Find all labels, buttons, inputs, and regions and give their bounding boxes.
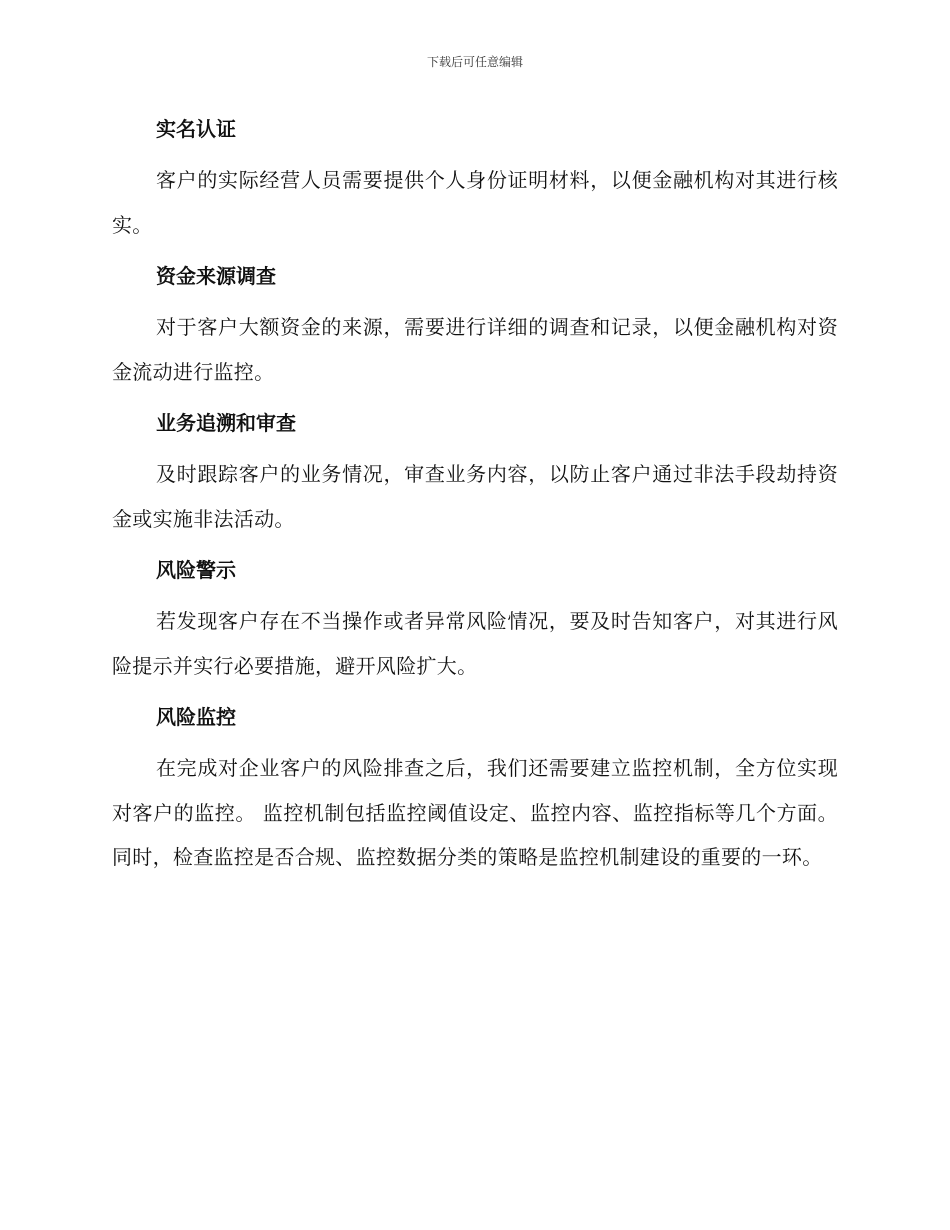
section-paragraph: 在完成对企业客户的风险排查之后，我们还需要建立监控机制，全方位实现对客户的监控。 监控机制包括监控阈值设定、监控内容、监控指标等几个方面。同时，检查监控是否合规、监控数据分类的策略是监控机制建设的重要的一环。: [112, 756, 838, 869]
section-fund-source-investigation: [112, 257, 838, 394]
section-heading: 实名认证: [156, 117, 236, 141]
section-risk-warning: [112, 551, 838, 688]
section-heading: 风险监控: [156, 705, 236, 729]
section-risk-monitoring: [112, 698, 838, 880]
section-heading: 风险警示: [156, 558, 236, 582]
page-header: 下载后可任意编辑: [426, 55, 523, 69]
section-heading: 业务追溯和审查: [156, 411, 296, 435]
section-paragraph: 及时跟踪客户的业务情况，审查业务内容，以防止客户通过非法手段劫持资金或实施非法活动。: [112, 462, 838, 531]
section-business-trace-review: [112, 404, 838, 541]
section-paragraph: 客户的实际经营人员需要提供个人身份证明材料，以便金融机构对其进行核实。: [112, 168, 838, 237]
section-heading: 资金来源调查: [156, 264, 276, 288]
document-body: [112, 110, 838, 880]
section-paragraph: 对于客户大额资金的来源，需要进行详细的调查和记录，以便金融机构对资金流动进行监控。: [112, 315, 838, 384]
section-real-name-verification: [112, 110, 838, 247]
section-paragraph: 若发现客户存在不当操作或者异常风险情况，要及时告知客户，对其进行风险提示并实行必要措施，避开风险扩大。: [112, 609, 838, 678]
